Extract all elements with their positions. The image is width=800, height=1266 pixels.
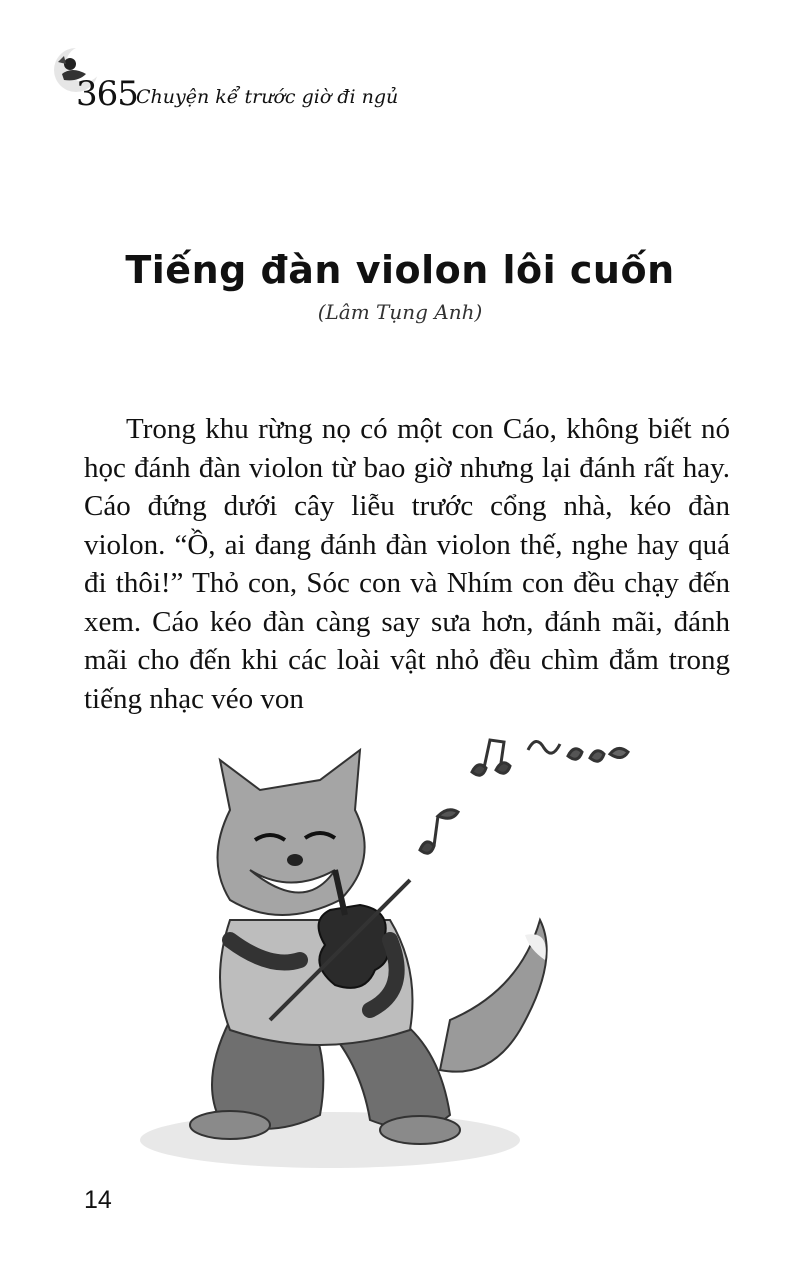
music-notes-icon [420,740,628,853]
page-number: 14 [84,1186,112,1214]
page-header [40,38,460,118]
fox-violin-illustration [120,720,660,1180]
story-title: Tiếng đàn violon lôi cuốn [125,248,675,292]
story-author: (Lâm Tụng Anh) [317,300,483,324]
series-title: Chuyện kể trước giờ đi ngủ [136,86,399,108]
story-paragraph: Trong khu rừng nọ có một con Cáo, không biết nó học đánh đàn violon từ bao giờ nhưng lại đánh rất hay. Cáo đứng dưới cây liễu trước cổng nhà, kéo đàn violon. “Ồ, ai đang đánh đàn violon thế, nghe hay quá đi thôi!” Thỏ con, Sóc con và Nhím con đều chạy đến xem. Cáo kéo đàn càng say sưa hơn, đánh mãi, đánh mãi cho đến khi các loài vật nhỏ đều chìm đắm trong tiếng nhạc véo von [84,413,730,715]
series-number: 365 [76,74,138,114]
